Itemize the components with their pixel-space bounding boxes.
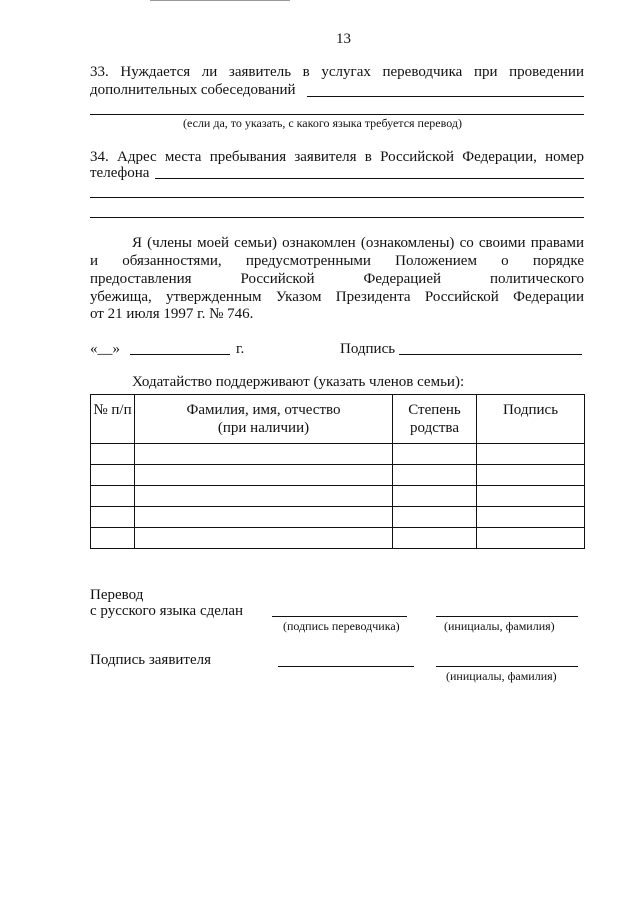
translator-signature-caption: (подпись переводчика) bbox=[283, 619, 400, 633]
date-year-suffix: г. bbox=[236, 341, 245, 357]
table-row bbox=[91, 486, 585, 507]
table-cell[interactable] bbox=[135, 465, 393, 486]
applicant-name-caption: (инициалы, фамилия) bbox=[446, 669, 557, 683]
table-cell[interactable] bbox=[393, 465, 477, 486]
table-cell[interactable] bbox=[91, 444, 135, 465]
applicant-signature-label: Подпись заявителя bbox=[90, 652, 212, 668]
table-cell[interactable] bbox=[477, 486, 585, 507]
col-number-label: № п/п bbox=[93, 402, 132, 418]
table-cell[interactable] bbox=[477, 528, 585, 549]
translation-line2: с русского языка сделан bbox=[90, 603, 244, 619]
statement-line5: от 21 июля 1997 г. № 746. bbox=[90, 306, 254, 322]
col-number-header bbox=[91, 395, 135, 444]
table-cell[interactable] bbox=[91, 465, 135, 486]
col-signature-header bbox=[477, 395, 585, 444]
col-signature-label: Подпись bbox=[502, 402, 559, 418]
table-cell[interactable] bbox=[135, 444, 393, 465]
q34-answer-line-2[interactable] bbox=[90, 197, 584, 198]
statement-line3: предоставления Российской Федерацией политического bbox=[90, 271, 584, 287]
table-cell[interactable] bbox=[393, 486, 477, 507]
statement-line1: Я (члены моей семьи) ознакомлен (ознакомлены) со своими правами bbox=[132, 235, 584, 251]
table-row bbox=[91, 444, 585, 465]
col-relation-sublabel: родства bbox=[410, 420, 459, 436]
table-cell[interactable] bbox=[91, 486, 135, 507]
table-header-row bbox=[91, 395, 585, 444]
col-relation-header bbox=[393, 395, 477, 444]
table-cell[interactable] bbox=[393, 507, 477, 528]
petition-title: Ходатайство поддерживают (указать членов семьи): bbox=[132, 374, 465, 390]
applicant-signature-line[interactable] bbox=[278, 666, 414, 667]
translator-signature-line[interactable] bbox=[272, 616, 407, 617]
table-cell[interactable] bbox=[91, 528, 135, 549]
signature-label: Подпись bbox=[340, 341, 396, 357]
table-cell[interactable] bbox=[477, 444, 585, 465]
table-cell[interactable] bbox=[91, 507, 135, 528]
translator-name-caption: (инициалы, фамилия) bbox=[444, 619, 555, 633]
date-day: «__» bbox=[90, 341, 120, 357]
table-cell[interactable] bbox=[135, 507, 393, 528]
q33-line2: дополнительных собеседований bbox=[90, 82, 296, 98]
q34-line1: 34. Адрес места пребывания заявителя в Российской Федерации, номер bbox=[90, 149, 584, 165]
page-number: 13 bbox=[336, 31, 351, 47]
table-row bbox=[91, 528, 585, 549]
table-cell[interactable] bbox=[393, 528, 477, 549]
table-cell[interactable] bbox=[393, 444, 477, 465]
translator-name-line[interactable] bbox=[436, 616, 578, 617]
applicant-name-line[interactable] bbox=[436, 666, 578, 667]
q33-line1: 33. Нуждается ли заявитель в услугах переводчика при проведении bbox=[90, 64, 584, 80]
col-name-header bbox=[135, 395, 393, 444]
q34-answer-line-3[interactable] bbox=[90, 217, 584, 218]
table-cell[interactable] bbox=[477, 507, 585, 528]
signature-line[interactable] bbox=[399, 354, 582, 355]
family-table bbox=[90, 394, 585, 549]
col-relation-label: Степень bbox=[408, 402, 461, 418]
q34-line2: телефона bbox=[90, 165, 150, 181]
table-cell[interactable] bbox=[135, 486, 393, 507]
col-name-label: Фамилия, имя, отчество bbox=[186, 402, 341, 418]
col-name-sublabel: (при наличии) bbox=[217, 420, 310, 436]
q34-answer-line[interactable] bbox=[155, 178, 584, 179]
table-row bbox=[91, 507, 585, 528]
table-row bbox=[91, 465, 585, 486]
q33-hint: (если да, то указать, с какого языка требуется перевод) bbox=[183, 116, 462, 130]
statement-line4: убежища, утвержденным Указом Президента Российской Федерации bbox=[90, 289, 584, 305]
table-cell[interactable] bbox=[477, 465, 585, 486]
statement-line2: и обязанностями, предусмотренными Положением о порядке bbox=[90, 253, 584, 269]
translation-line1: Перевод bbox=[90, 587, 144, 603]
table-cell[interactable] bbox=[135, 528, 393, 549]
scan-edge-line bbox=[150, 0, 290, 1]
date-month-line[interactable] bbox=[130, 354, 230, 355]
q33-answer-line-2[interactable] bbox=[90, 114, 584, 115]
q33-answer-line[interactable] bbox=[307, 96, 584, 97]
